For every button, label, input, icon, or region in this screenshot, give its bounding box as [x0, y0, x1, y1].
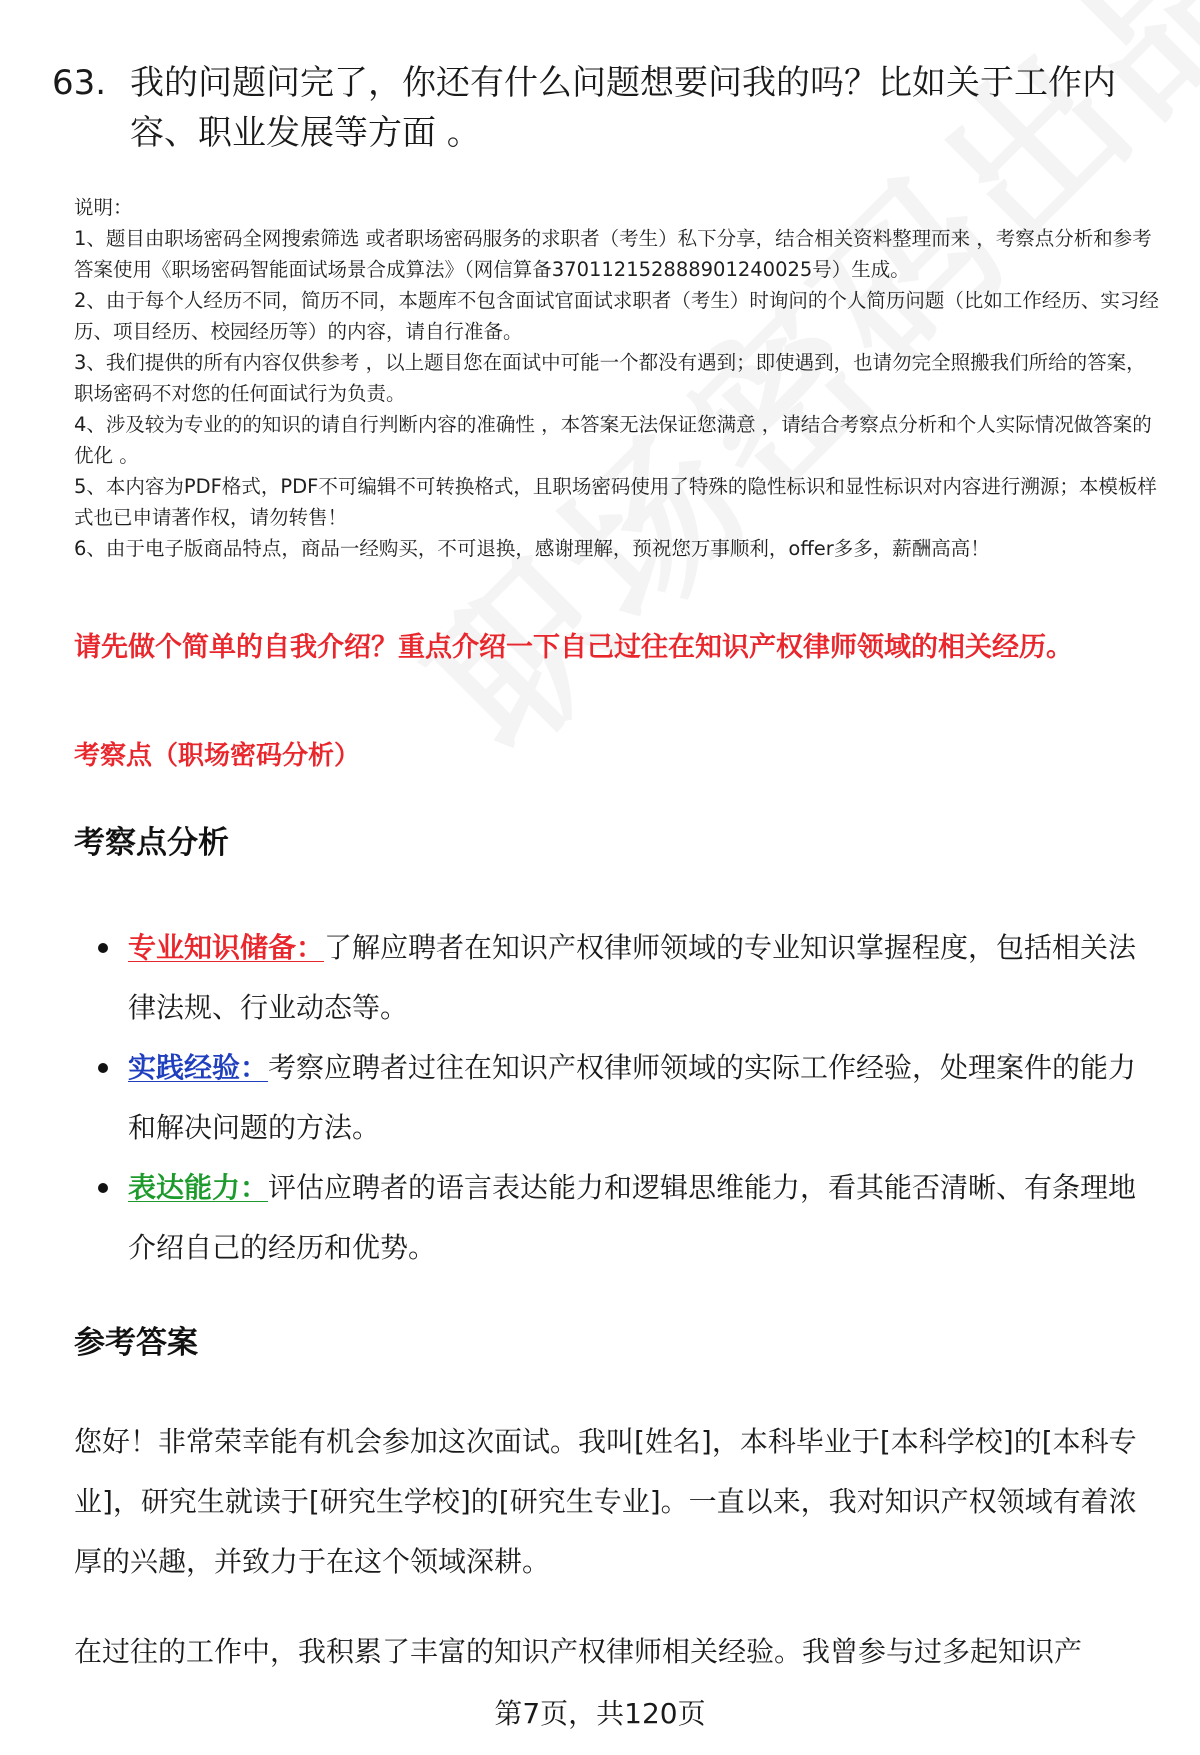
- note-item-3: 3、我们提供的所有内容仅供参考 ，以上题目您在面试中可能一个都没有遇到；即使遇到，也请勿完全照搬我们所给的答案，职场密码不对您的任何面试行为负责。: [74, 351, 1146, 405]
- bullet-text: 了解应聘者在知识产权律师领域的专业知识掌握程度，包括相关法律法规、行业动态等。: [128, 931, 1137, 1024]
- note-item-5: 5、本内容为PDF格式，PDF不可编辑不可转换格式，且职场密码使用了特殊的隐性标识和显性标识对内容进行溯源；本模板样式也已申请著作权，请勿转售！: [74, 475, 1157, 529]
- note-item-6: 6、由于电子版商品特点，商品一经购买，不可退换，感谢理解，预祝您万事顺利，offer多多，薪酬高高！: [74, 537, 990, 560]
- answer-paragraph: 您好！非常荣幸能有机会参加这次面试。我叫[姓名]，本科毕业于[本科学校]的[本科专业]，研究生就读于[研究生学校]的[研究生专业]。一直以来，我对知识产权领域有着浓厚的兴趣，并致力于在这个领域深耕。: [74, 1425, 1137, 1578]
- note-item-4: 4、涉及较为专业的的知识的请自行判断内容的准确性 ，本答案无法保证您满意 ，请结合考察点分析和个人实际情况做答案的优化 。: [74, 413, 1152, 467]
- answer-paragraph: 在过往的工作中，我积累了丰富的知识产权律师相关经验。我曾参与过多起知识产: [74, 1635, 1083, 1668]
- interview-question: 请先做个简单的自我介绍？重点介绍一下自己过往在知识产权律师领域的相关经历。: [74, 632, 1073, 663]
- bullet-text: 考察应聘者过往在知识产权律师领域的实际工作经验，处理案件的能力和解决问题的方法。: [128, 1051, 1137, 1144]
- notes-title: 说明：: [74, 196, 133, 219]
- note-item-2: 2、由于每个人经历不同，简历不同，本题库不包含面试官面试求职者（考生）时询问的个人简历问题（比如工作经历、实习经历、项目经历、校园经历等）的内容，请自行准备。: [74, 289, 1159, 343]
- analysis-subtitle: 考察点（职场密码分析）: [74, 741, 361, 771]
- question-number: 63.: [52, 63, 107, 103]
- bullet-text: 评估应聘者的语言表达能力和逻辑思维能力，看其能否清晰、有条理地介绍自己的经历和优势。: [128, 1171, 1137, 1264]
- analysis-bullet-list: [90, 918, 1150, 1278]
- analysis-heading: 考察点分析: [74, 825, 229, 861]
- question-heading: [52, 58, 1162, 158]
- page-footer: 第7页，共120页: [494, 1697, 706, 1730]
- bullet-keyword: 专业知识储备：: [128, 931, 325, 964]
- bullet-item: [90, 1158, 1150, 1278]
- bullet-item: [90, 1038, 1150, 1158]
- disclaimer-notes: [74, 192, 1160, 564]
- bullet-keyword: 表达能力：: [128, 1171, 269, 1204]
- answer-heading: 参考答案: [74, 1325, 198, 1361]
- bullet-item: [90, 918, 1150, 1038]
- bullet-keyword: 实践经验：: [128, 1051, 269, 1084]
- note-item-1: 1、题目由职场密码全网搜索筛选 或者职场密码服务的求职者（考生）私下分享，结合相关资料整理而来 ，考察点分析和参考答案使用《职场密码智能面试场景合成算法》（网信算备370112152888901240025号）生成。: [74, 227, 1152, 281]
- question-text: 我的问题问完了，你还有什么问题想要问我的吗？比如关于工作内容、职业发展等方面 。: [130, 63, 1116, 153]
